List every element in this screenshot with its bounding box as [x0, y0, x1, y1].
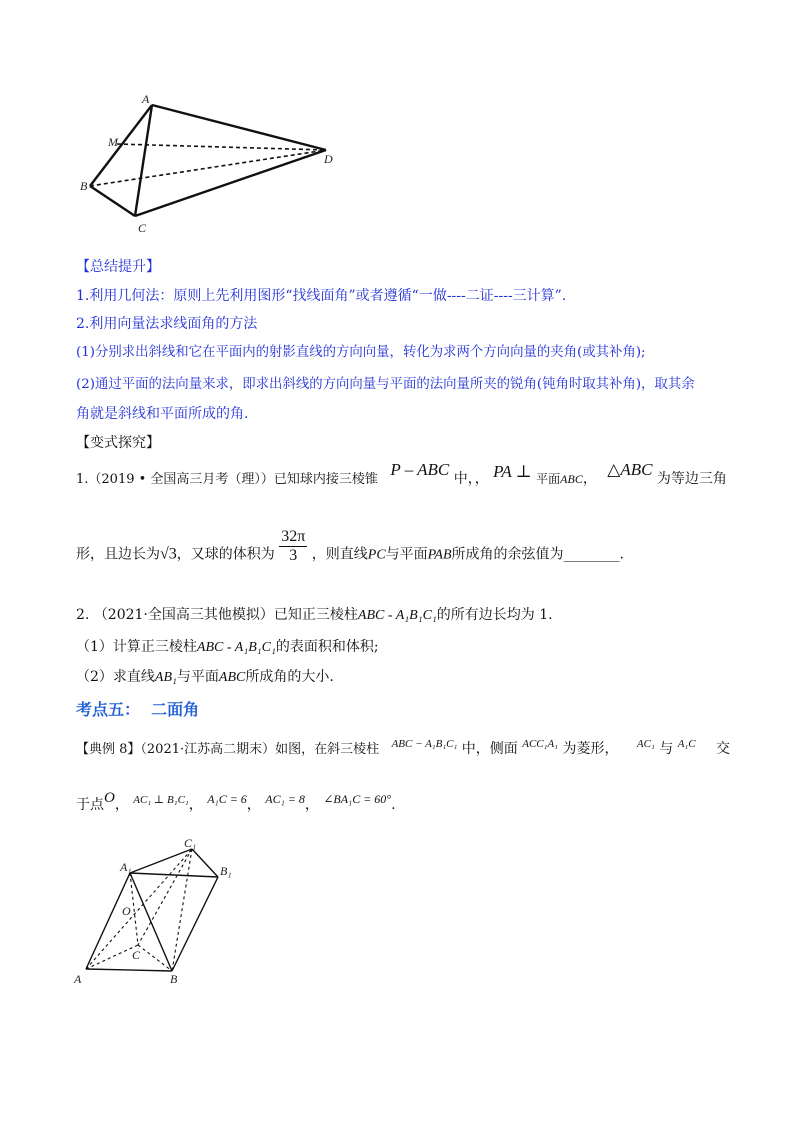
label-D: D — [324, 152, 333, 166]
p1-text-q: 所成角的余弦值为________. — [451, 546, 624, 563]
ex8-a: 【典例 8】（2021·江苏高二期末）如图，在斜三棱柱 — [76, 742, 380, 757]
problem-2-line — [76, 604, 553, 624]
label-B1: B₁ — [220, 864, 232, 878]
p1-text-e: 平面 — [536, 472, 561, 486]
p1-math-abc: ABC — [560, 472, 583, 486]
ex8-n: ， — [188, 797, 203, 813]
p2-s1-c: 的表面积和体积; — [275, 639, 379, 655]
ex8-t: . — [391, 797, 396, 813]
p2-s1-a: （1）计算正三棱柱 — [76, 639, 197, 655]
tetrahedron-figure — [70, 90, 350, 240]
p2-s2-math-ab1: AB₁ — [154, 670, 177, 685]
p2-s2-c: 与平面 — [176, 669, 219, 685]
label-A: A — [74, 972, 82, 986]
summary-line-1: 1.利用几何法：原则上先利用图形“找线面角”或者遵循“一做----二证----三计算”. — [76, 288, 567, 304]
ex8-math-angle: ∠BA₁C = 60° — [323, 792, 392, 806]
p1-text-comma: ， — [474, 471, 489, 487]
p1-text-m: ，则直线 — [311, 546, 368, 563]
label-B: B — [170, 972, 178, 986]
p1-math-pa-perp: PA ⊥ — [493, 462, 532, 481]
p2-s2-a: （2）求直线 — [76, 669, 155, 685]
example-8-line-2 — [76, 790, 396, 814]
p1-math-triangle: △ABC — [607, 460, 653, 479]
p2-math-prism: ABC - A₁B₁C₁ — [357, 608, 437, 623]
ex8-math-acc1a1: ACC₁A₁ — [522, 738, 558, 750]
p1-math-pc: PC — [367, 547, 386, 563]
ex8-math-a1c6: A₁C = 6 — [207, 792, 247, 806]
label-A1: A₁ — [120, 860, 132, 874]
p1-fraction-num: 32π — [281, 528, 306, 545]
ex8-g: 与 — [659, 741, 674, 757]
ex8-p: ， — [246, 797, 261, 813]
example-8-line-1 — [76, 738, 730, 758]
p1-text-c: 中， — [453, 471, 475, 487]
ex8-math-perp: AC₁ ⊥ B₁C₁ — [133, 794, 189, 806]
p2-s2-e: 所成角的大小. — [245, 669, 334, 685]
p2-text-c: 的所有边长均为 1. — [436, 607, 553, 623]
label-O: O — [122, 904, 131, 918]
problem-2-sub-2 — [76, 666, 334, 686]
summary-line-4b: 角就是斜线和平面所成的角. — [76, 406, 249, 422]
section-5-title: 考点五： 二面角 — [76, 700, 200, 719]
ex8-j: 于点 — [76, 797, 104, 813]
ex8-l: ， — [114, 797, 129, 813]
problem-1-line-2 — [76, 528, 624, 573]
p1-fraction — [279, 528, 307, 565]
problem-1-line-1 — [76, 460, 727, 488]
label-C: C — [132, 948, 141, 962]
p1-text-g: ， — [582, 471, 597, 487]
ex8-c: 中，侧面 — [461, 741, 518, 757]
summary-line-3: (1)分别求出斜线和它在平面内的射影直线的方向向量，转化为求两个方向向量的夹角(或其补角); — [76, 345, 646, 360]
label-C1: C₁ — [184, 836, 197, 850]
ex8-math-o: O — [104, 790, 115, 806]
p1-text-i: 为等边三角 — [656, 471, 727, 487]
summary-title: 【总结提升】 — [76, 259, 160, 275]
variants-title: 【变式探究】 — [76, 435, 160, 451]
ex8-r: ， — [304, 797, 319, 813]
ex8-math-ac1: AC₁ — [636, 738, 655, 750]
p2-text-a: 2. （2021·全国高三其他模拟）已知正三棱柱 — [76, 607, 358, 623]
p1-math-pabc: P – ABC — [390, 460, 450, 479]
label-A: A — [142, 92, 150, 106]
ex8-math-prism: ABC − A₁B₁C₁ — [391, 738, 458, 750]
p1-text-o: 与平面 — [385, 546, 428, 563]
ex8-math-ac18: AC₁ = 8 — [265, 792, 305, 806]
label-B: B — [80, 179, 88, 193]
p1-text-a: 1.（2019 • 全国高三月考（理））已知球内接三棱锥 — [76, 472, 378, 487]
ex8-i: 交 — [716, 741, 731, 757]
label-M: M — [108, 135, 118, 149]
problem-2-sub-1 — [76, 636, 379, 656]
p2-s1-math: ABC - A₁B₁C₁ — [196, 640, 276, 655]
label-C: C — [138, 221, 147, 235]
ex8-math-a1c: A₁C — [677, 738, 696, 750]
summary-line-4a: (2)通过平面的法向量来求，即求出斜线的方向向量与平面的法向量所夹的锐角(钝角时取其补角)，取其余 — [76, 377, 695, 392]
p1-math-sqrt3: √3 — [160, 545, 177, 563]
p2-s2-math-abc: ABC — [218, 670, 246, 685]
p1-text-j: 形，且边长为 — [76, 546, 160, 563]
oblique-prism-figure — [70, 835, 250, 995]
p1-math-pab: PAB — [427, 547, 452, 563]
p1-fraction-den: 3 — [289, 547, 298, 564]
ex8-e: 为菱形， — [562, 741, 619, 757]
summary-line-2: 2.利用向量法求线面角的方法 — [76, 316, 258, 332]
p1-text-l: ，又球的体积为 — [176, 546, 275, 563]
